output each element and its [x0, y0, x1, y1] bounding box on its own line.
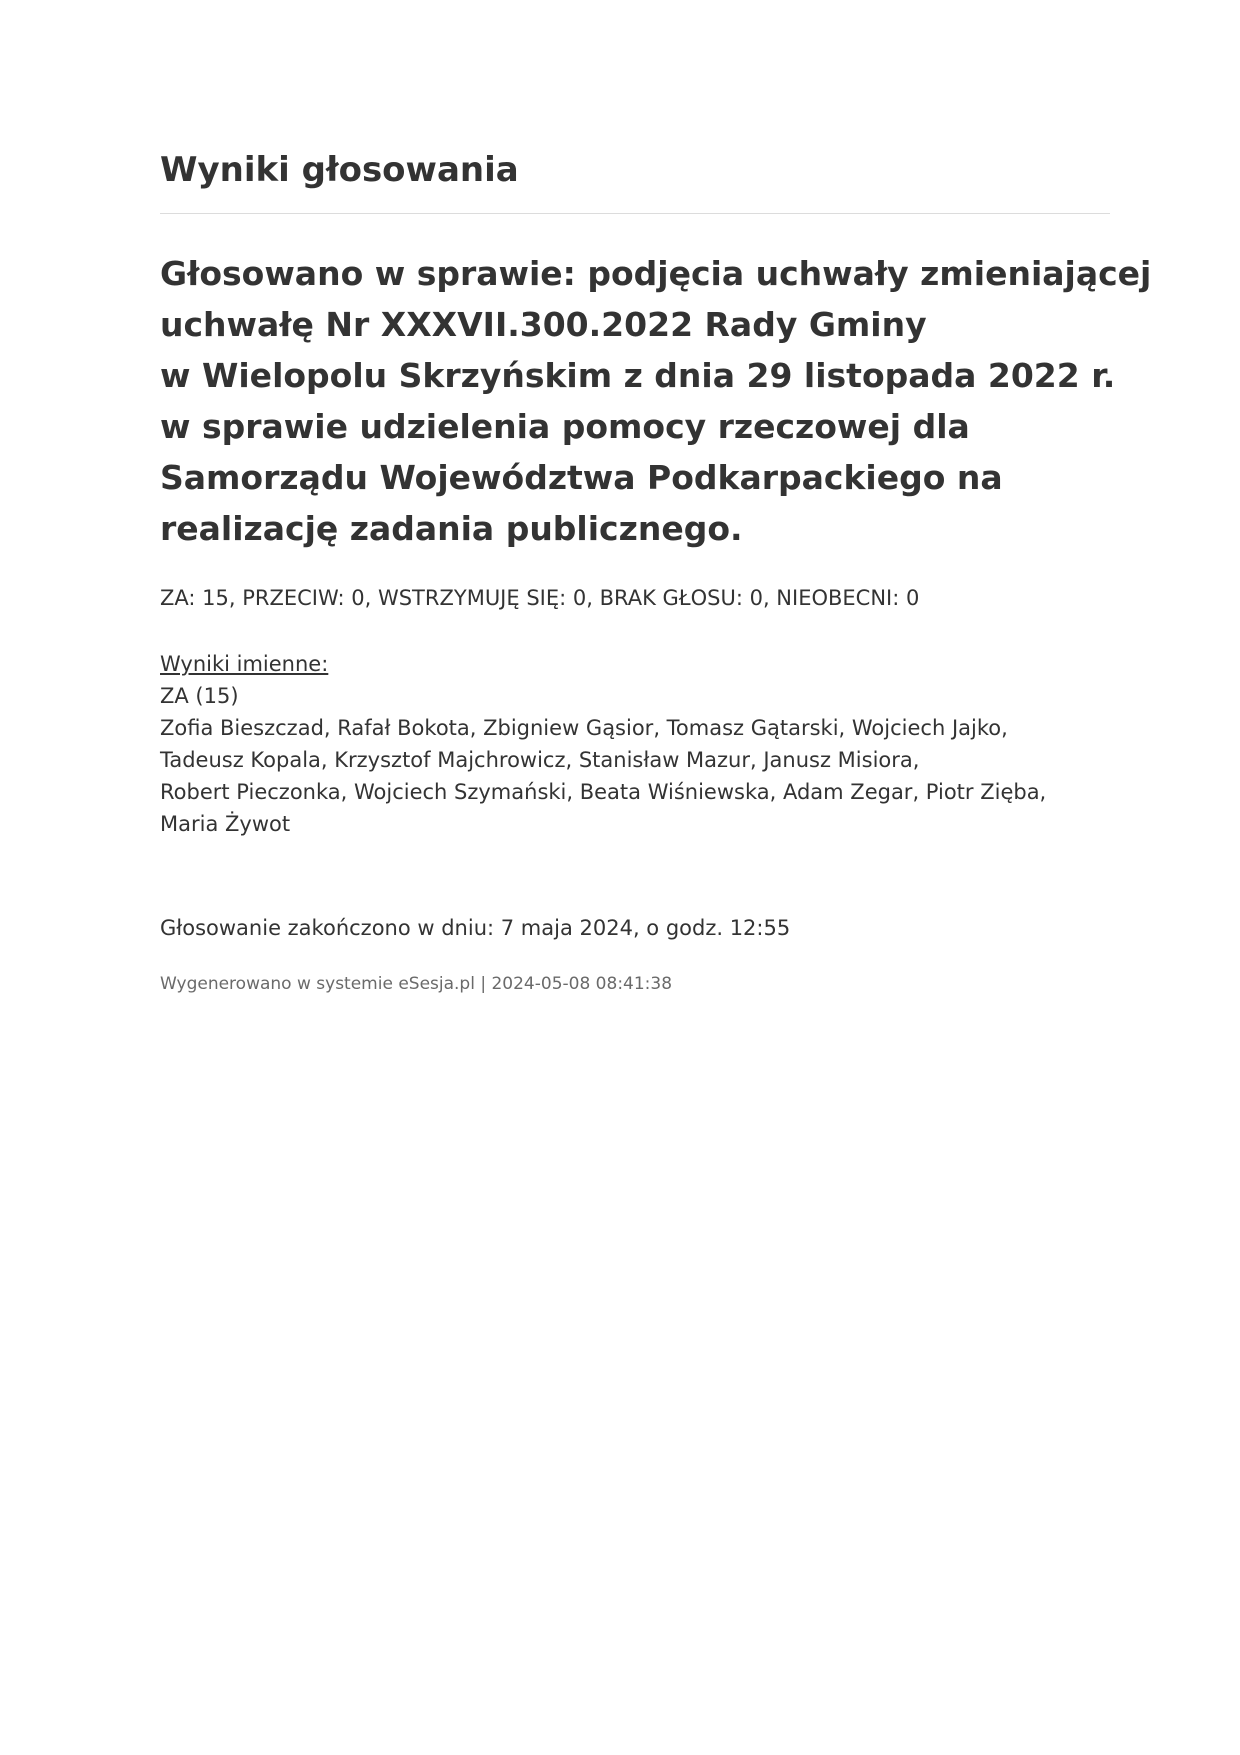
voting-ended-info: Głosowanie zakończono w dniu: 7 maja 2024, o godz. 12:55: [160, 916, 791, 940]
vote-subject-line: w Wielopolu Skrzyńskim z dnia 29 listopada 2022 r.: [160, 356, 1116, 395]
named-results: [160, 648, 1110, 840]
named-results-names-line: Tadeusz Kopala, Krzysztof Majchrowicz, Stanisław Mazur, Janusz Misiora,: [160, 748, 920, 772]
vote-summary: ZA: 15, PRZECIW: 0, WSTRZYMUJĘ SIĘ: 0, BRAK GŁOSU: 0, NIEOBECNI: 0: [160, 586, 920, 610]
named-results-names-line: Maria Żywot: [160, 812, 291, 836]
vote-subject-line: uchwałę Nr XXXVII.300.2022 Rady Gminy: [160, 305, 927, 344]
vote-subject-line: realizację zadania publicznego.: [160, 509, 743, 548]
named-results-names-line: Zofia Bieszczad, Rafał Bokota, Zbigniew Gąsior, Tomasz Gątarski, Wojciech Jajko,: [160, 716, 1008, 740]
vote-subject-line: Głosowano w sprawie: podjęcia uchwały zmieniającej: [160, 254, 1152, 293]
title-divider: [160, 213, 1110, 214]
vote-subject-line: w sprawie udzielenia pomocy rzeczowej dla: [160, 407, 970, 446]
vote-subject: [160, 248, 1152, 554]
generated-footnote: Wygenerowano w systemie eSesja.pl | 2024-05-08 08:41:38: [160, 974, 673, 994]
named-results-names-line: Robert Pieczonka, Wojciech Szymański, Beata Wiśniewska, Adam Zegar, Piotr Zięba,: [160, 780, 1047, 804]
named-results-heading: Wyniki imienne:: [160, 652, 329, 676]
page-title: Wyniki głosowania: [160, 150, 519, 190]
named-results-group-label: ZA (15): [160, 684, 239, 708]
vote-subject-line: Samorządu Województwa Podkarpackiego na: [160, 458, 1003, 497]
